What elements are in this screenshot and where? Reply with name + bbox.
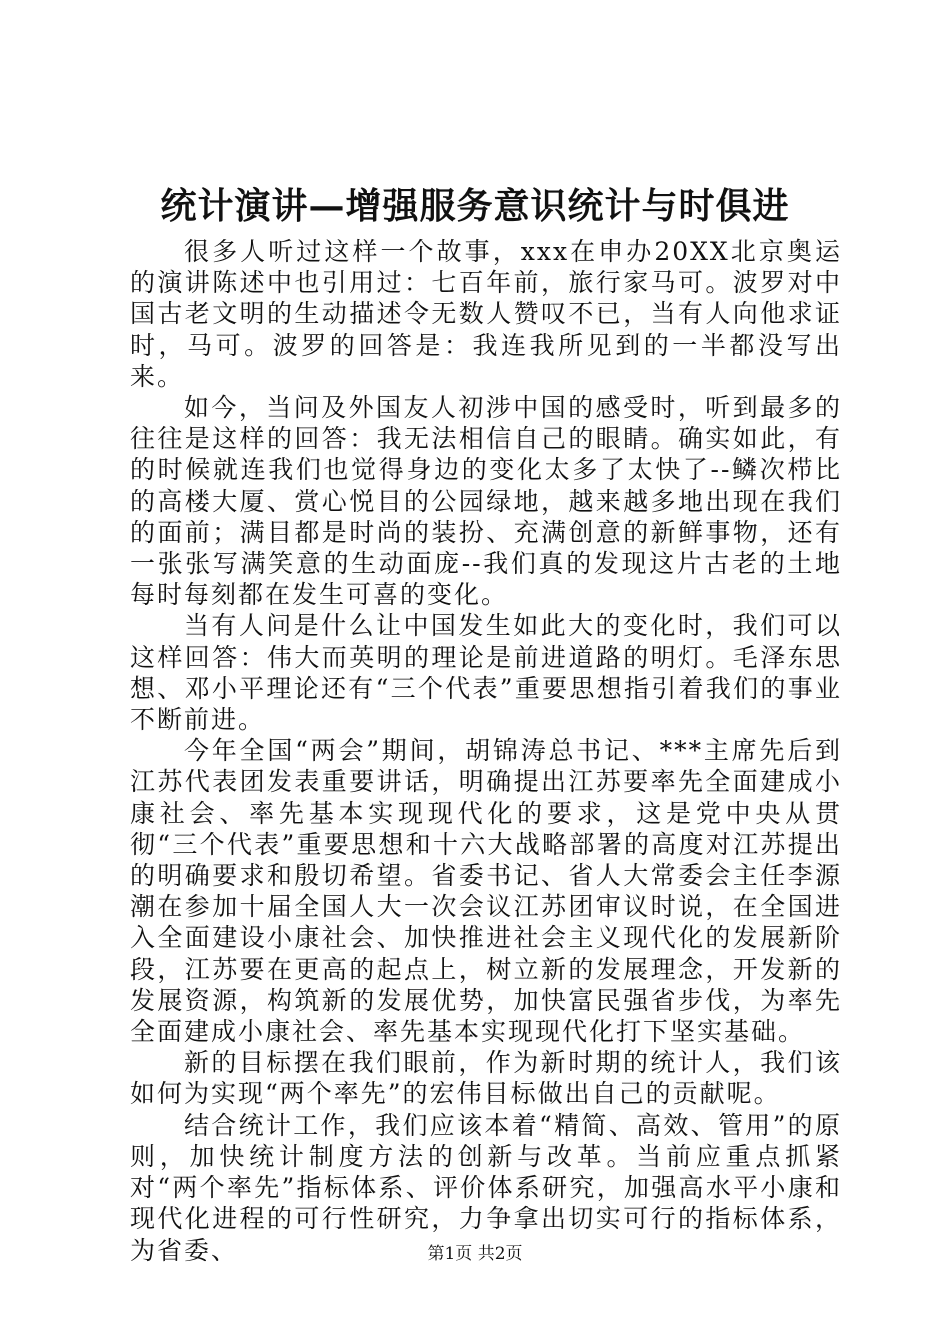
- document-title: 统计演讲—增强服务意识统计与时俱进: [160, 185, 790, 227]
- paragraph: 如今，当问及外国友人初涉中国的感受时，听到最多的往往是这样的回答：我无法相信自己的眼睛。确实如此，有的时候就连我们也觉得身边的变化太多了太快了--鳞次栉比的高楼大厦、赏心悦目的公园绿地，越来越多地出现在我们的面前；满目都是时尚的装扮、充满创意的新鲜事物，还有一张张写满笑意的生动面庞--我们真的发现这片古老的土地每时每刻都在发生可喜的变化。: [130, 393, 842, 610]
- paragraph: 很多人听过这样一个故事，xxx在申办20XX北京奥运的演讲陈述中也引用过：七百年前，旅行家马可。波罗对中国古老文明的生动描述令无数人赞叹不已，当有人向他求证时，马可。波罗的回答是：我连我所见到的一半都没写出来。: [130, 237, 842, 391]
- paragraph: 新的目标摆在我们眼前，作为新时期的统计人，我们该如何为实现“两个率先”的宏伟目标做出自己的贡献呢。: [130, 1048, 842, 1109]
- paragraph: 结合统计工作，我们应该本着“精简、高效、管用”的原则，加快统计制度方法的创新与改革。当前应重点抓紧对“两个率先”指标体系、评价体系研究，加强高水平小康和现代化进程的可行性研究，力争拿出切实可行的指标体系，为省委、: [130, 1110, 842, 1265]
- page-footer: 第1页 共2页: [427, 1244, 523, 1264]
- document-body: [130, 236, 842, 1266]
- paragraph: 当有人问是什么让中国发生如此大的变化时，我们可以这样回答：伟大而英明的理论是前进道路的明灯。毛泽东思想、邓小平理论还有“三个代表”重要思想指引着我们的事业不断前进。: [130, 611, 842, 735]
- paragraph: 今年全国“两会”期间，胡锦涛总书记、***主席先后到江苏代表团发表重要讲话，明确提出江苏要率先全面建成小康社会、率先基本实现现代化的要求，这是党中央从贯彻“三个代表”重要思想和十六大战略部署的高度对江苏提出的明确要求和殷切希望。省委书记、省人大常委会主任李源潮在参加十届全国人大一次会议江苏团审议时说，在全国进入全面建设小康社会、加快推进社会主义现代化的发展新阶段，江苏要在更高的起点上，树立新的发展理念，开发新的发展资源，构筑新的发展优势，加快富民强省步伐，为率先全面建成小康社会、率先基本实现现代化打下坚实基础。: [130, 736, 842, 1047]
